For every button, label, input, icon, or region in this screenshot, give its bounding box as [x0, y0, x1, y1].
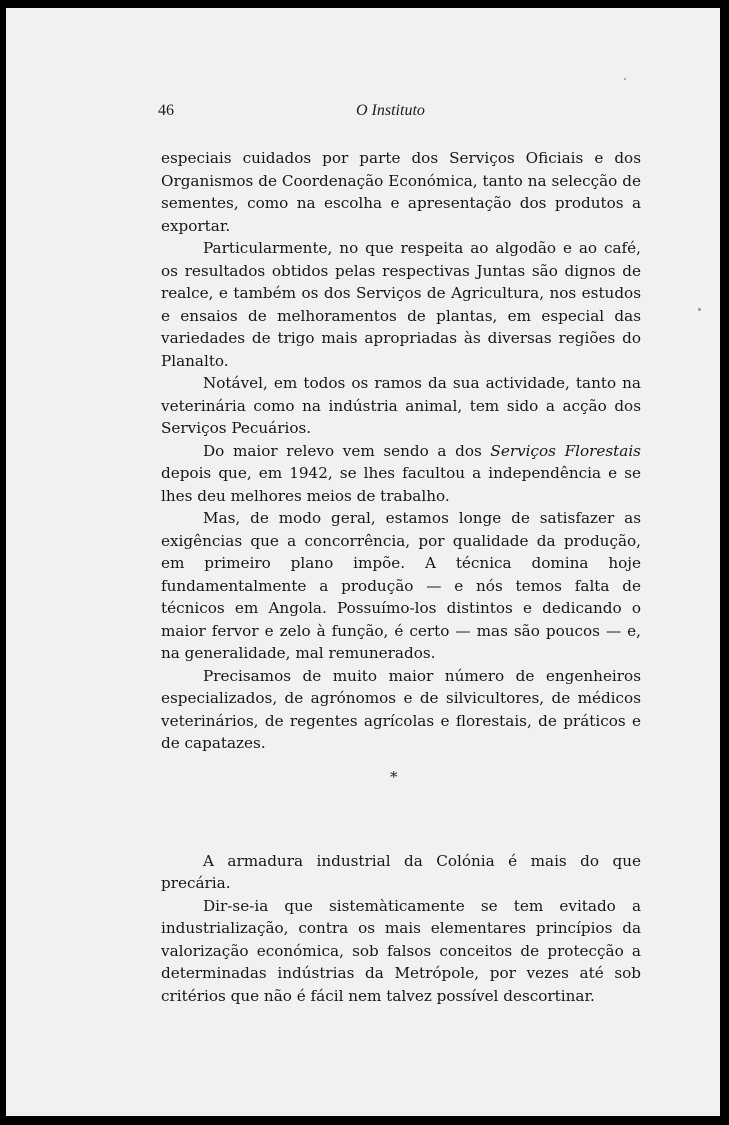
body-text: [161, 147, 641, 1007]
page-number: 46: [158, 102, 174, 119]
page-header: [158, 100, 598, 130]
section-separator-asterisk: *: [390, 768, 398, 786]
paragraph-7: A armadura industrial da Colónia é mais do que precária.: [161, 851, 641, 892]
paragraph-4-end: depois que, em 1942, se lhes facultou a independência e se lhes deu melhores meios de trabalho.: [161, 464, 641, 505]
book-page: [6, 8, 720, 1116]
paragraph-4-start: Do maior relevo vem sendo a dos: [203, 441, 491, 460]
paragraph-1: especiais cuidados por parte dos Serviços Oficiais e dos Organismos de Coordenação Económica, tanto na selecção de sementes, como na escolha e apresentação dos produtos a exportar.: [161, 149, 641, 235]
paper-speck: [698, 308, 701, 311]
paper-speck: [624, 78, 626, 80]
running-title: O Instituto: [356, 102, 425, 119]
paragraph-8: Dir-se-ia que sistemàticamente se tem evitado a industrialização, contra os mais elementares princípios da valorização económica, sob falsos conceitos de protecção a determinadas indústrias da Metrópole, por vezes até sob critérios que não é fácil nem talvez possível descortinar.: [161, 896, 641, 1005]
paragraph-4: [161, 440, 641, 508]
paragraph-3: Notável, em todos os ramos da sua actividade, tanto na veterinária como na indústria animal, tem sido a acção dos Serviços Pecuários.: [161, 374, 641, 437]
serviços-florestais-emphasis: Serviços Florestais: [490, 441, 641, 460]
section-break: [161, 755, 641, 850]
paragraph-6: Precisamos de muito maior número de engenheiros especializados, de agrónomos e de silvicultores, de médicos veterinários, de regentes agrícolas e florestais, de práticos e de capatazes.: [161, 666, 641, 752]
paragraph-5: Mas, de modo geral, estamos longe de satisfazer as exigências que a concorrência, por qualidade da produção, em primeiro plano impõe. A técnica domina hoje fundamentalmente a produção — e nós temos falta de técnicos em Angola. Possuímo-los distintos e dedicando o maior fervor e zelo à função, é certo — mas são poucos — e, na generalidade, mal remunerados.: [161, 509, 641, 662]
paragraph-2: Particularmente, no que respeita ao algodão e ao café, os resultados obtidos pelas respectivas Juntas são dignos de realce, e também os dos Serviços de Agricultura, nos estudos e ensaios de melhoramentos de plantas, em especial das variedades de trigo mais apropriadas às diversas regiões do Planalto.: [161, 239, 641, 370]
